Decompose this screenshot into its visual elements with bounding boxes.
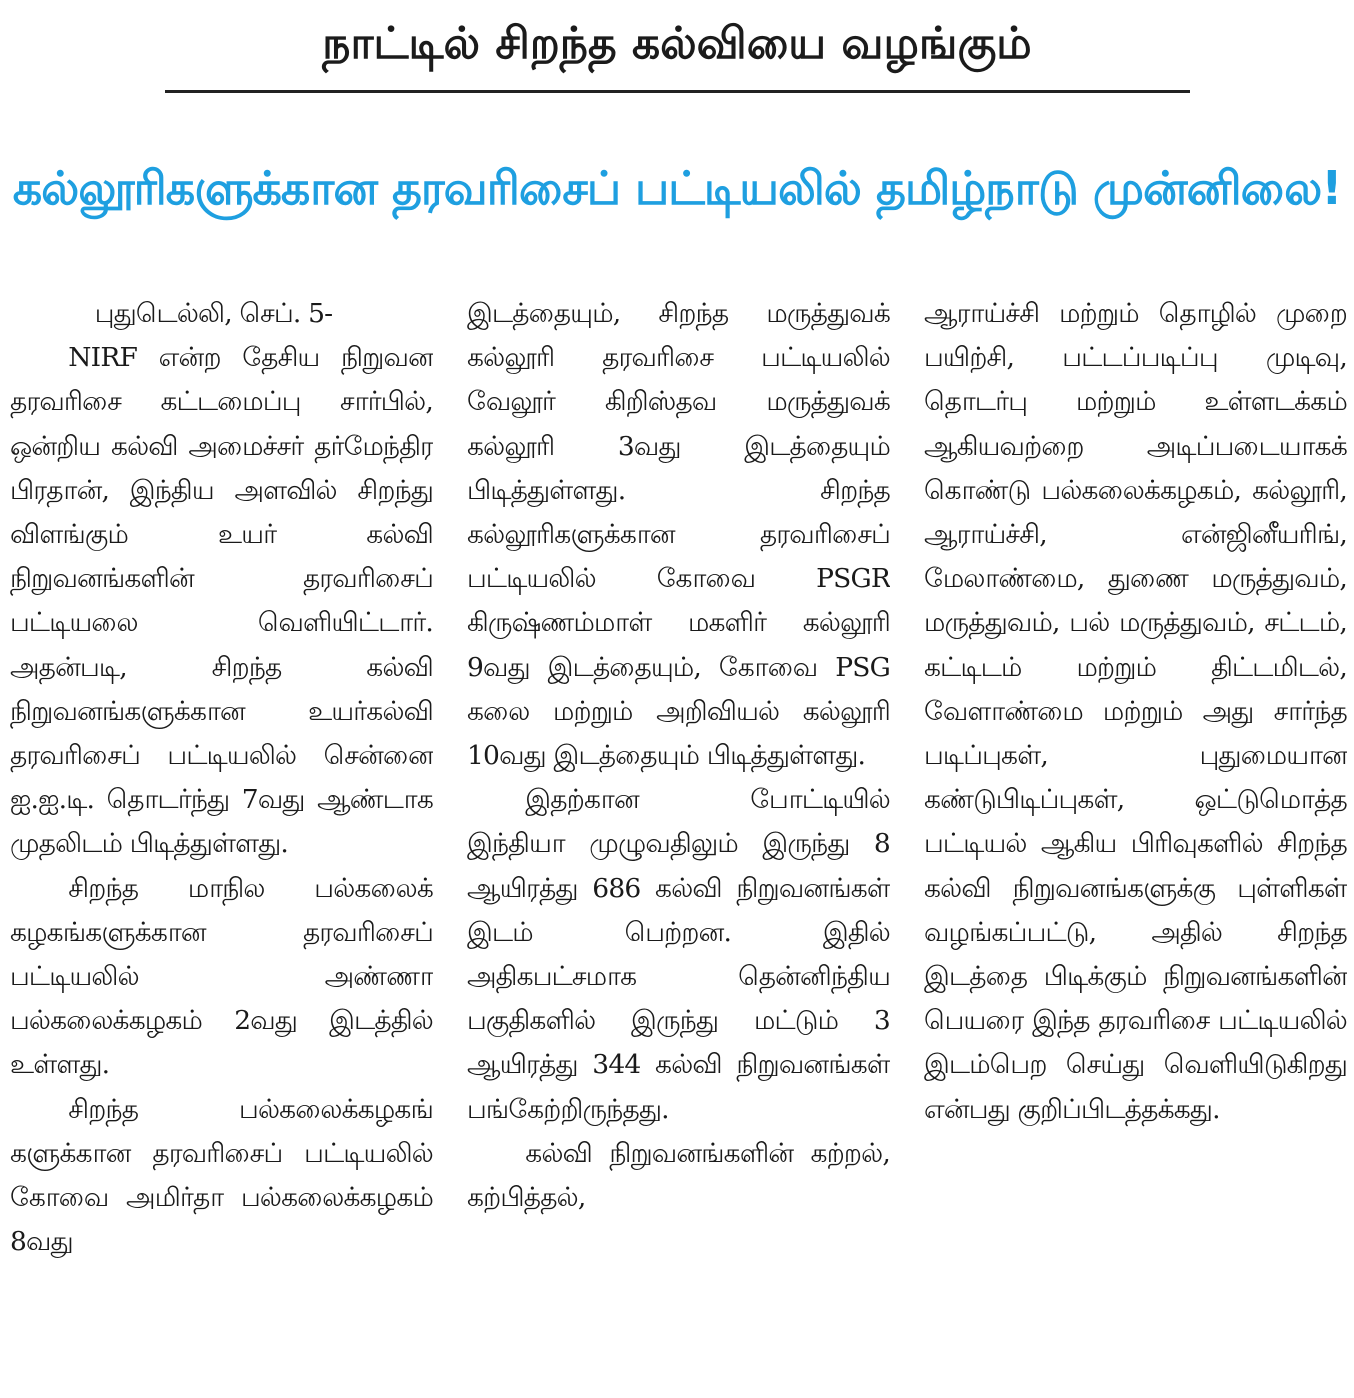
article-paragraph: கல்வி நிறுவனங்களின் கற்றல், கற்பித்தல், — [467, 1137, 890, 1214]
article-paragraph: இதற்கான போட்டியில் இந்தியா முழுவதிலும் இருந்து 8 ஆயிரத்து 686 கல்வி நிறுவனங்கள் இடம் பெற்றன. இதில் அதிகபட்சமாக தென்னிந்திய பகுதிகளில் இருந்து மட்டும் 3 ஆயிரத்து 344 கல்வி நிறுவனங்கள் பங்கேற்றிருந்தது. — [467, 784, 890, 1125]
kicker-underline — [165, 90, 1190, 93]
article-column-1 — [10, 292, 433, 1392]
article-column-3 — [924, 292, 1347, 1392]
article-column-2 — [467, 292, 890, 1392]
article-paragraph: ஆராய்ச்சி மற்றும் தொழில் முறை பயிற்சி, பட்டப்படிப்பு முடிவு, தொடர்பு மற்றும் உள்ளடக்கம் ஆகியவற்றை அடிப்படையாகக் கொண்டு பல்கலைக்கழகம், கல்லூரி, ஆராய்ச்சி, என்ஜினீயரிங், மேலாண்மை, துணை மருத்துவம், மருத்துவம், பல் மருத்துவம், சட்டம், கட்டிடம் மற்றும் திட்டமிடல், வேளாண்மை மற்றும் அது சார்ந்த படிப்புகள், புதுமையான கண்டுபிடிப்புகள், ஒட்டுமொத்த பட்டியல் ஆகிய பிரிவுகளில் சிறந்த கல்வி நிறுவனங்களுக்கு புள்ளிகள் வழங்கப்பட்டு, அதில் சிறந்த இடத்தை பிடிக்கும் நிறுவனங்களின் பெயரை இந்த தரவரிசை பட்டியலில் இடம்பெற செய்து வெளியிடுகிறது என்பது குறிப்பிடத்தக்கது. — [924, 298, 1347, 1125]
article-paragraph: சிறந்த மாநில பல்கலைக் கழகங்களுக்கான தரவரிசைப் பட்டியலில் அண்ணா பல்கலைக்கழகம் 2வது இடத்தில் உள்ளது. — [10, 872, 433, 1081]
main-headline: கல்லூரிகளுக்கான தரவரிசைப் பட்டியலில் தமிழ்நாடு முன்னிலை! — [12, 160, 1342, 215]
article-paragraph: சிறந்த பல்கலைக்கழகங் களுக்கான தரவரிசைப் பட்டியலில் கோவை அமிர்தா பல்கலைக்கழகம் 8வது — [10, 1093, 433, 1258]
article-body — [10, 292, 1348, 1392]
kicker-headline: நாட்டில் சிறந்த கல்வியை வழங்கும் — [322, 18, 1032, 69]
article-paragraph: இடத்தையும், சிறந்த மருத்துவக் கல்லூரி தரவரிசை பட்டியலில் வேலூர் கிறிஸ்தவ மருத்துவக் கல்லூரி 3வது இடத்தையும் பிடித்துள்ளது. சிறந்த கல்லூரிகளுக்கான தரவரிசைப் பட்டியலில் கோவை PSGR கிருஷ்ணம்மாள் மகளிர் கல்லூரி 9வது இடத்தையும், கோவை PSG கலை மற்றும் அறிவியல் கல்லூரி 10வது இடத்தையும் பிடித்துள்ளது. — [467, 298, 890, 772]
article-paragraph: NIRF என்ற தேசிய நிறுவன தரவரிசை கட்டமைப்பு சார்பில், ஒன்றிய கல்வி அமைச்சர் தர்மேந்திர பிரதான், இந்திய அளவில் சிறந்து விளங்கும் உயர் கல்வி நிறுவனங்களின் தரவரிசைப் பட்டியலை வெளியிட்டார். அதன்படி, சிறந்த கல்வி நிறுவனங்களுக்கான உயர்கல்வி தரவரிசைப் பட்டியலில் சென்னை ஐ.ஐ.டி. தொடர்ந்து 7வது ஆண்டாக முதலிடம் பிடித்துள்ளது. — [10, 342, 433, 860]
dateline: புதுடெல்லி, செப். 5- — [94, 298, 333, 329]
